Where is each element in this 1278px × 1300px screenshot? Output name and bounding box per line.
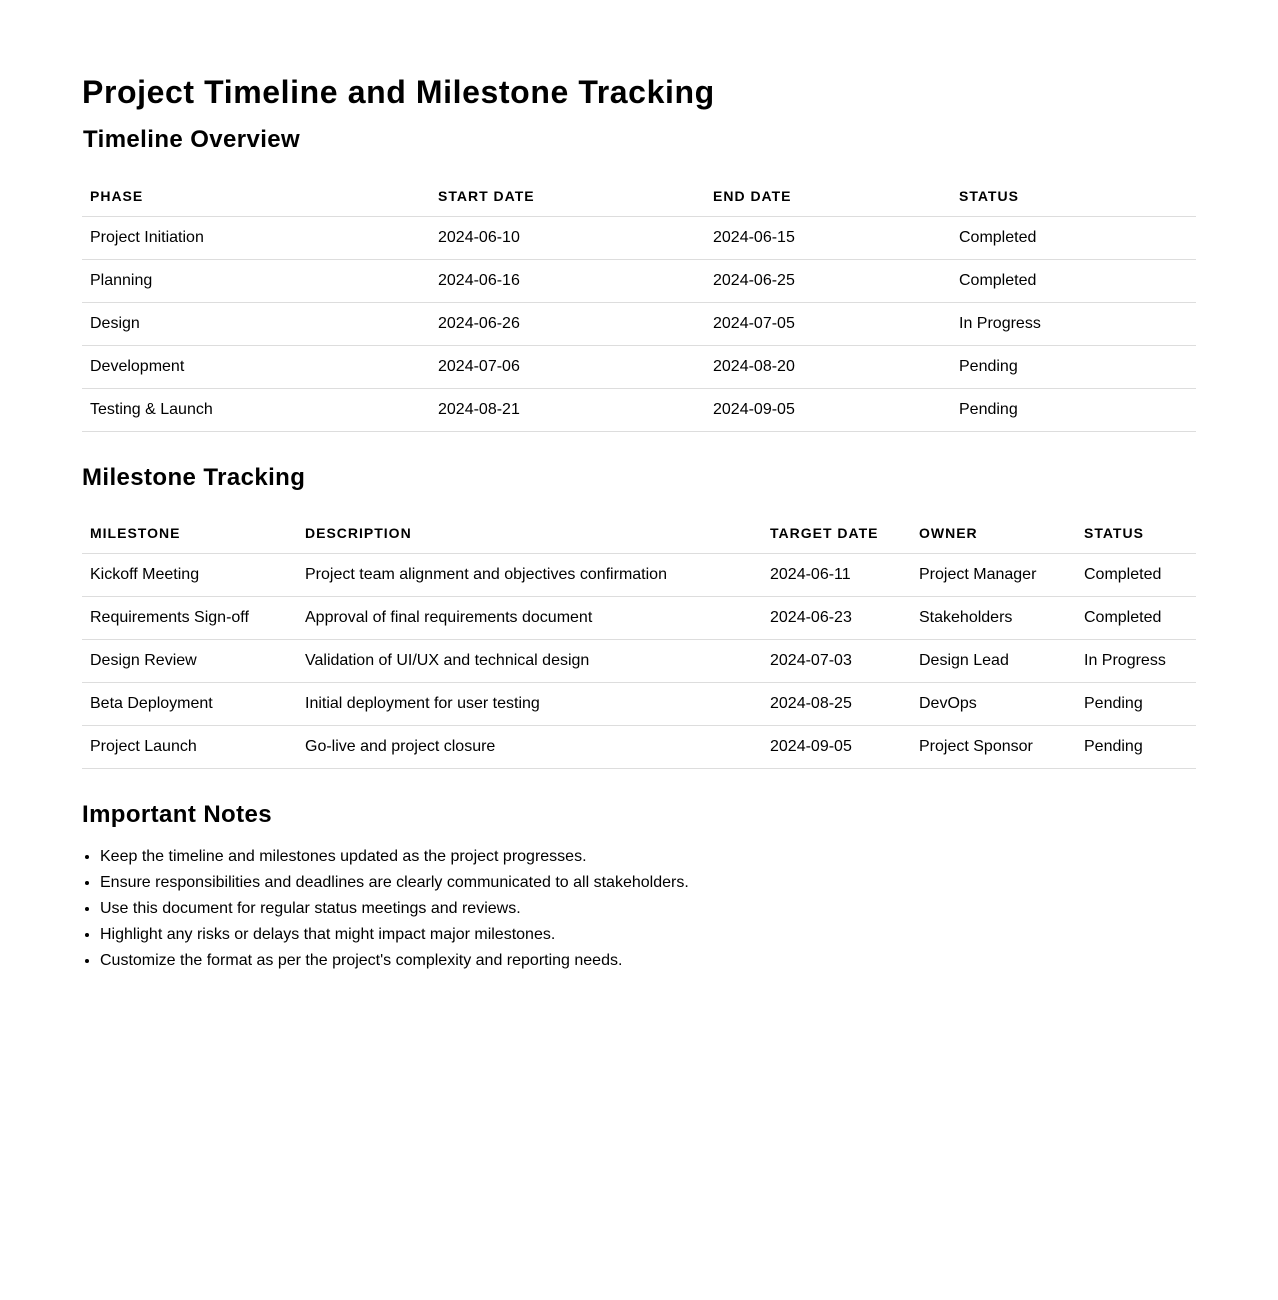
milestone-table bbox=[82, 514, 1196, 770]
owner-cell: Project Manager bbox=[911, 554, 1076, 597]
table-row bbox=[82, 388, 1196, 431]
end-date-cell: 2024-08-20 bbox=[705, 345, 951, 388]
milestone-cell: Design Review bbox=[82, 640, 297, 683]
table-header-row bbox=[82, 176, 1196, 216]
status-cell: Pending bbox=[951, 345, 1196, 388]
status-cell: Completed bbox=[951, 259, 1196, 302]
end-date-cell: 2024-09-05 bbox=[705, 388, 951, 431]
end-date-cell: 2024-06-25 bbox=[705, 259, 951, 302]
milestone-heading: Milestone Tracking bbox=[82, 463, 306, 491]
list-item: • Highlight any risks or delays that might impact major milestones. bbox=[100, 922, 1196, 948]
description-cell: Initial deployment for user testing bbox=[297, 683, 762, 726]
description-cell: Approval of final requirements document bbox=[297, 597, 762, 640]
target-date-cell: 2024-06-23 bbox=[762, 597, 911, 640]
column-header-phase: PHASE bbox=[82, 176, 430, 216]
owner-cell: Design Lead bbox=[911, 640, 1076, 683]
phase-cell: Testing & Launch bbox=[82, 388, 430, 431]
table-row bbox=[82, 597, 1196, 640]
column-header-milestone: MILESTONE bbox=[82, 514, 297, 554]
status-cell: Pending bbox=[951, 388, 1196, 431]
phase-cell: Planning bbox=[82, 259, 430, 302]
status-cell: In Progress bbox=[1076, 640, 1196, 683]
list-item: • Ensure responsibilities and deadlines are clearly communicated to all stakeholders. bbox=[100, 870, 1196, 896]
timeline-table bbox=[82, 176, 1196, 432]
status-cell: Pending bbox=[1076, 683, 1196, 726]
status-cell: Pending bbox=[1076, 726, 1196, 769]
table-row bbox=[82, 259, 1196, 302]
start-date-cell: 2024-06-26 bbox=[430, 302, 705, 345]
notes-heading: Important Notes bbox=[82, 801, 273, 828]
description-cell: Go-live and project closure bbox=[297, 726, 762, 769]
table-row bbox=[82, 216, 1196, 259]
phase-cell: Project Initiation bbox=[82, 216, 430, 259]
milestone-cell: Project Launch bbox=[82, 726, 297, 769]
target-date-cell: 2024-06-11 bbox=[762, 554, 911, 597]
list-item: • Keep the timeline and milestones updated as the project progresses. bbox=[100, 844, 1196, 870]
phase-cell: Design bbox=[82, 302, 430, 345]
phase-cell: Development bbox=[82, 345, 430, 388]
status-cell: In Progress bbox=[951, 302, 1196, 345]
description-cell: Project team alignment and objectives confirmation bbox=[297, 554, 762, 597]
table-header-row bbox=[82, 514, 1196, 554]
end-date-cell: 2024-07-05 bbox=[705, 302, 951, 345]
column-header-end-date: END DATE bbox=[705, 176, 951, 216]
table-row bbox=[82, 683, 1196, 726]
table-row bbox=[82, 345, 1196, 388]
table-row bbox=[82, 554, 1196, 597]
target-date-cell: 2024-08-25 bbox=[762, 683, 911, 726]
column-header-status: STATUS bbox=[1076, 514, 1196, 554]
list-item: • Use this document for regular status meetings and reviews. bbox=[100, 896, 1196, 922]
description-cell: Validation of UI/UX and technical design bbox=[297, 640, 762, 683]
table-row bbox=[82, 302, 1196, 345]
owner-cell: Project Sponsor bbox=[911, 726, 1076, 769]
status-cell: Completed bbox=[951, 216, 1196, 259]
notes-list bbox=[82, 844, 1196, 974]
end-date-cell: 2024-06-15 bbox=[705, 216, 951, 259]
start-date-cell: 2024-07-06 bbox=[430, 345, 705, 388]
start-date-cell: 2024-08-21 bbox=[430, 388, 705, 431]
column-header-start-date: START DATE bbox=[430, 176, 705, 216]
page-title: Project Timeline and Milestone Tracking bbox=[82, 74, 715, 110]
timeline-heading: Timeline Overview bbox=[83, 126, 301, 153]
table-row bbox=[82, 726, 1196, 769]
status-cell: Completed bbox=[1076, 554, 1196, 597]
owner-cell: Stakeholders bbox=[911, 597, 1076, 640]
start-date-cell: 2024-06-16 bbox=[430, 259, 705, 302]
target-date-cell: 2024-07-03 bbox=[762, 640, 911, 683]
owner-cell: DevOps bbox=[911, 683, 1076, 726]
milestone-cell: Kickoff Meeting bbox=[82, 554, 297, 597]
column-header-description: DESCRIPTION bbox=[297, 514, 762, 554]
milestone-cell: Requirements Sign-off bbox=[82, 597, 297, 640]
milestone-cell: Beta Deployment bbox=[82, 683, 297, 726]
column-header-status: STATUS bbox=[951, 176, 1196, 216]
target-date-cell: 2024-09-05 bbox=[762, 726, 911, 769]
start-date-cell: 2024-06-10 bbox=[430, 216, 705, 259]
status-cell: Completed bbox=[1076, 597, 1196, 640]
column-header-owner: OWNER bbox=[911, 514, 1076, 554]
list-item: • Customize the format as per the project's complexity and reporting needs. bbox=[100, 948, 1196, 974]
table-row bbox=[82, 640, 1196, 683]
column-header-target-date: TARGET DATE bbox=[762, 514, 911, 554]
